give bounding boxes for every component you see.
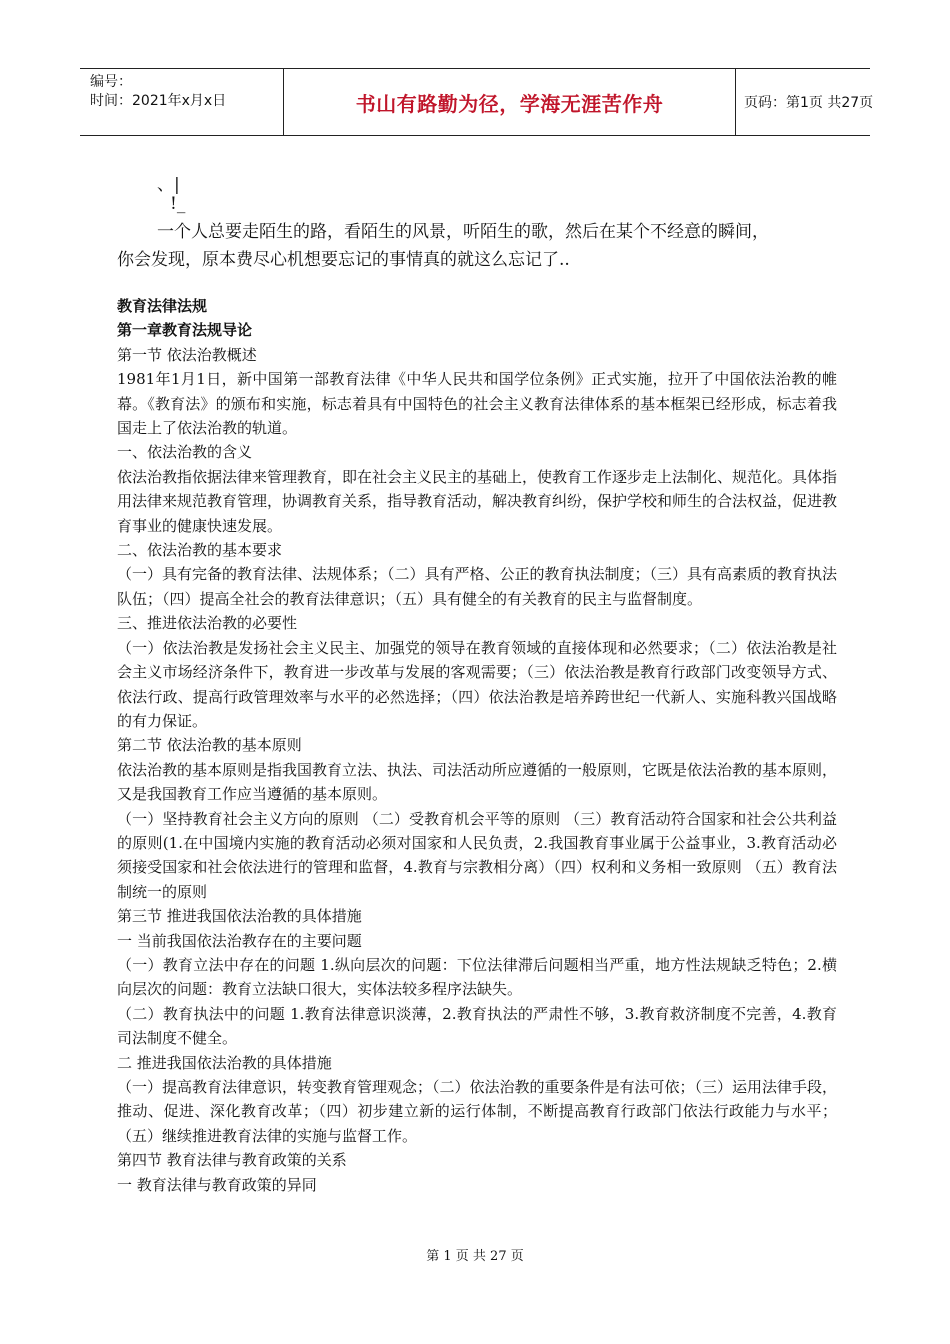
intro-quote [117,218,837,274]
paragraph: （一）依法治教是发扬社会主义民主、加强党的领导在教育领域的直接体现和必然要求；（二）依法治教是社会主义市场经济条件下，教育进一步改革与发展的客观需要；（三）依法治教是教育行政部门改变领导方式、依法行政、提高行政管理效率与水平的必然选择；（四）依法治教是培养跨世纪一代新人、实施科教兴国战略的有力保证。 [117,638,837,730]
header-meta [80,69,284,135]
number-label: 编号： [90,74,132,90]
time-label: 时间：2021年x月x日 [90,93,227,109]
paragraph: 1981年1月1日，新中国第一部教育法律《中华人民共和国学位条例》正式实施，拉开了中国依法治教的帷幕。《教育法》的颁布和实施，标志着具有中国特色的社会主义教育法律体系的基本框架已经形成，标志着我国走上了依法治教的轨道。 [117,370,837,438]
intro-line-2: 你会发现，原本费尽心机想要忘记的事情真的就这么忘记了.. [117,250,570,270]
paragraph: 第一节 依法治教概述 [117,345,257,364]
paragraph: 依法治教的基本原则是指我国教育立法、执法、司法活动所应遵循的一般原则，它既是依法治教的基本原则，又是我国教育工作应当遵循的基本原则。 [117,760,838,804]
document-body [117,294,837,1197]
header-page-info: 页码：第1页 共27页 [744,95,874,111]
paragraph: 第四节 教育法律与教育政策的关系 [117,1151,347,1170]
paragraph: （二）教育执法中的问题 1.教育法律意识淡薄，2.教育执法的严肃性不够，3.教育救济制度不完善，4.教育司法制度不健全。 [117,1004,837,1048]
paragraph: 依法治教指依据法律来管理教育，即在社会主义民主的基础上，使教育工作逐步走上法制化、规范化。具体指用法律来规范教育管理，协调教育关系，指导教育活动，解决教育纠纷，保护学校和师生的合法权益，促进教育事业的健康快速发展。 [117,467,838,535]
paragraph: （一）教育立法中存在的问题 1.纵向层次的问题：下位法律滞后问题相当严重，地方性法规缺乏特色；2.横向层次的问题：教育立法缺口很大，实体法较多程序法缺失。 [117,955,837,999]
paragraph: （一）提高教育法律意识，转变教育管理观念；（二）依法治教的重要条件是有法可依；（三）运用法律手段，推动、促进、深化教育改革；（四）初步建立新的运行体制，不断提高教育行政部门依法行政能力与水平；（五）继续推进教育法律的实施与监督工作。 [117,1078,838,1145]
paragraph: 第三节 推进我国依法治教的具体措施 [117,907,362,926]
heading: 教育法律法规 [117,297,208,315]
paragraph: 三、推进依法治教的必要性 [117,614,298,633]
paragraph: 二 推进我国依法治教的具体措施 [117,1053,332,1072]
intro-line-1: 一个人总要走陌生的路，看陌生的风景，听陌生的歌，然后在某个不经意的瞬间， [157,222,769,242]
paragraph: 第二节 依法治教的基本原则 [117,736,302,755]
paragraph: 二、依法治教的基本要求 [117,541,283,560]
stray-mark-bottom: !_ [170,194,186,214]
paragraph: 一、依法治教的含义 [117,443,253,462]
page-footer: 第 1 页 共 27 页 [426,1249,524,1264]
paragraph: 一 教育法律与教育政策的异同 [117,1175,317,1194]
header-motto: 书山有路勤为径，学海无涯苦作舟 [284,69,736,135]
stray-mark-top: 、| [157,175,180,195]
paragraph: 一 当前我国依法治教存在的主要问题 [117,931,362,950]
paragraph: （一）坚持教育社会主义方向的原则 （二）受教育机会平等的原则 （三）教育活动符合国家和社会公共利益的原则(1.在中国境内实施的教育活动必须对国家和人民负责，2.我国教育事业属于公益事业，3.教育活动必须接受国家和社会依法进行的管理和监督，4.教育与宗教相分离）（四）权利和义务相一致原则 （五）教育法制统一的原则 [117,809,837,901]
page-header [80,68,874,136]
heading: 第一章教育法规导论 [117,321,253,340]
paragraph: （一）具有完备的教育法律、法规体系；（二）具有严格、公正的教育执法制度；（三）具有高素质的教育执法队伍；（四）提高全社会的教育法律意识；（五）具有健全的有关教育的民主与监督制度。 [117,565,838,608]
